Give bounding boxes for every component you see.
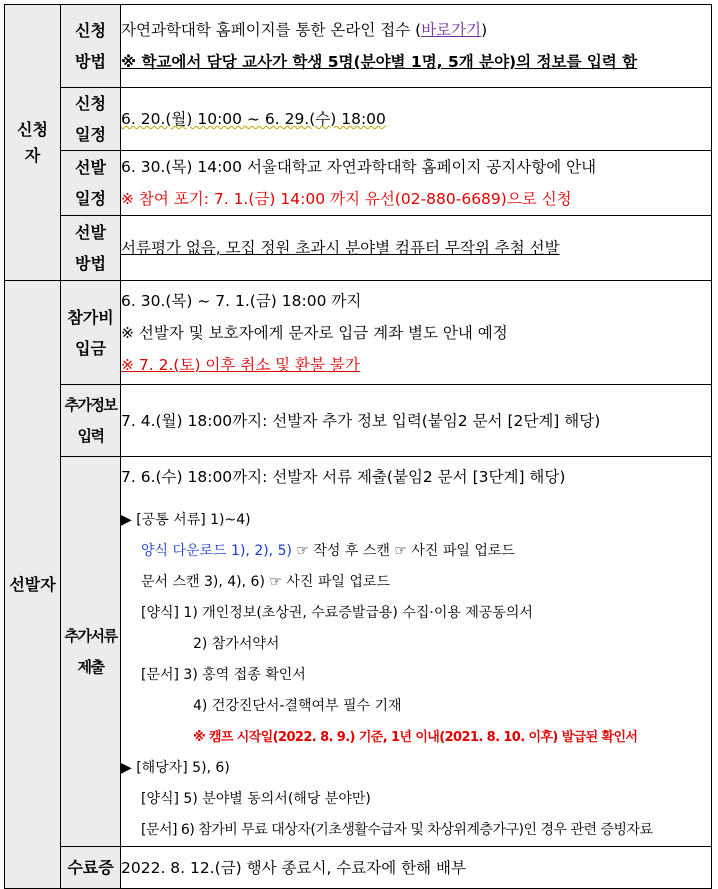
group-selected <box>5 281 61 889</box>
extra-info-content <box>121 385 712 457</box>
method-line1: 자연과학대학 홈페이지를 통한 온라인 접수 ( <box>121 21 422 39</box>
fee-payment-content <box>121 281 712 385</box>
doc-item-6: [문서] 6) 참가비 무료 대상자(기초생활수급자 및 차상위계층가구)인 경우 관련 증빙자료 <box>141 822 653 838</box>
doc-item-4-note: ※ 캠프 시작일(2022. 8. 9.) 기준, 1년 이내(2021. 8. 10. 이후) 발급된 확인서 <box>193 730 638 745</box>
applicable-docs-header: ▶ [해당자] 5), 6) <box>121 760 230 776</box>
doc-item-2: 2) 참가서약서 <box>193 636 280 652</box>
extra-documents-content <box>121 457 712 847</box>
form-download-link[interactable]: 양식 다운로드 1), 2), 5) <box>141 543 292 559</box>
label-selection-method <box>61 216 121 281</box>
certificate-text: 2022. 8. 12.(금) 행사 종료시, 수료자에 한해 배부 <box>121 858 466 877</box>
selection-method-text: 서류평가 없음, 모집 정원 초과시 분야별 컴퓨터 무작위 추첨 선발 <box>121 239 560 257</box>
certificate-label: 수료증 <box>67 858 114 877</box>
refund-note: ※ 7. 2.(토) 이후 취소 및 환불 불가 <box>121 355 360 374</box>
method-line1-close: ) <box>481 21 488 39</box>
selection-method-content <box>121 216 712 281</box>
method-note: ※ 학교에서 담당 교사가 학생 5명(분야별 1명, 5개 분야)의 정보를 입력 함 <box>121 53 638 71</box>
group-applicant-label: 신청 자 <box>17 119 48 165</box>
label-extra-documents <box>61 457 121 847</box>
extra-documents-label: 추가서류 제출 <box>64 626 117 676</box>
label-fee-payment <box>61 281 121 385</box>
selection-schedule-label: 선발 일정 <box>75 158 106 208</box>
selection-schedule-line1: 6. 30.(목) 14:00 서울대학교 자연과학대학 홈페이지 공지사항에 안내 <box>121 158 597 176</box>
fee-line2: ※ 선발자 및 보호자에게 문자로 입금 계좌 별도 안내 예정 <box>121 323 508 342</box>
application-schedule-content <box>121 88 712 151</box>
label-selection-schedule <box>61 151 121 216</box>
form-download-steps: ☞ 작성 후 스캔 ☞ 사진 파일 업로드 <box>291 543 515 559</box>
doc-item-3: [문서] 3) 홍역 접종 확인서 <box>141 667 306 683</box>
extra-info-text: 7. 4.(월) 18:00까지: 선발자 추가 정보 입력(붙임2 문서 [2단계] 해당) <box>121 411 601 430</box>
group-selected-label: 선발자 <box>9 574 56 594</box>
shortcut-link[interactable]: 바로가기 <box>421 21 482 39</box>
group-applicant <box>5 5 61 281</box>
documents-line1: 7. 6.(수) 18:00까지: 선발자 서류 제출(붙임2 문서 [3단계] 해당) <box>121 468 566 486</box>
label-extra-info <box>61 385 121 457</box>
certificate-content <box>121 847 712 889</box>
label-application-schedule <box>61 88 121 151</box>
doc-item-1: [양식] 1) 개인정보(초상권, 수료증발급용) 수집·이용 제공동의서 <box>141 605 533 621</box>
fee-line1: 6. 30.(목) ~ 7. 1.(금) 18:00 까지 <box>121 291 362 310</box>
selection-schedule-content <box>121 151 712 216</box>
selection-method-label: 선발 방법 <box>75 223 106 273</box>
doc-item-4: 4) 건강진단서-결핵여부 필수 기재 <box>193 698 402 714</box>
application-schedule-label: 신청 일정 <box>75 94 106 144</box>
application-method-label: 신청 방법 <box>75 21 106 71</box>
application-method-content <box>121 5 712 88</box>
common-docs-header: ▶ [공통 서류] 1)~4) <box>121 512 251 528</box>
label-certificate <box>61 847 121 889</box>
extra-info-label: 추가정보 입력 <box>64 395 117 445</box>
doc-item-5: [양식] 5) 분야별 동의서(해당 분야만) <box>141 791 371 807</box>
label-application-method <box>61 5 121 88</box>
withdrawal-note: ※ 참여 포기: 7. 1.(금) 14:00 까지 유선(02-880-6689)으로 신청 <box>121 190 572 208</box>
fee-payment-label: 참가비 입금 <box>67 307 114 358</box>
application-schedule-text: 6. 20.(월) 10:00 ~ 6. 29.(수) 18:00 <box>121 110 386 128</box>
doc-scan-steps: 문서 스캔 3), 4), 6) ☞ 사진 파일 업로드 <box>141 574 390 590</box>
application-info-table <box>4 4 712 889</box>
